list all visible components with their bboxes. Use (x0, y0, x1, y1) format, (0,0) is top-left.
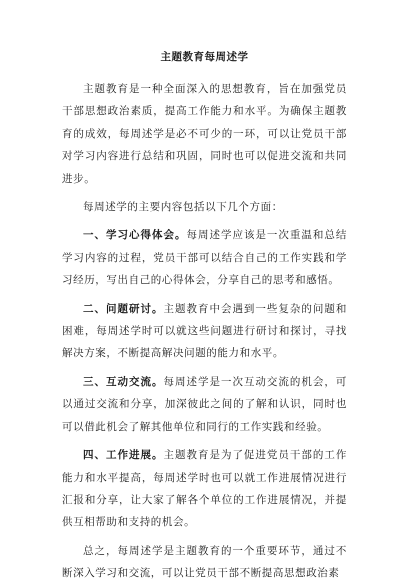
paragraph-text: 主题教育是一种全面深入的思想教育，旨在加强党员干部思想政治素质，提高工作能力和水平。为确保主题教育的成效，每周述学是必不可少的一环，可以让党员干部对学习内容进行总结和巩固，同时也可以促进交流和共同进步。 (62, 83, 347, 185)
paragraph-text: 每周述学应该是一次重温和总结学习内容的过程，党员干部可以结合自己的工作实践和学习经历，写出自己的心得体会，分享自己的思考和感悟。 (62, 229, 348, 287)
paragraph-conclusion (62, 540, 347, 585)
paragraph-section-1 (62, 224, 347, 291)
paragraph-section-2 (62, 298, 347, 365)
paragraph-section-3 (62, 371, 347, 438)
section-heading: 二、问题研讨。 (83, 302, 164, 315)
paragraph-overview (62, 196, 347, 218)
document-title: 主题教育每周述学 (160, 51, 249, 63)
paragraph-text: 主题教育是为了促进党员干部的工作能力和水平提高，每周述学时也可以就工作进展情况进行汇报和分享，让大家了解各个单位的工作进展情况，并提供互相帮助和支持的机会。 (62, 449, 347, 529)
section-heading: 四、工作进展。 (83, 449, 164, 462)
paragraph-section-4 (62, 444, 347, 534)
paragraph-text: 总之，每周述学是主题教育的一个重要环节，通过不断深入学习和交流，可以让党员干部不断提高思想政治素 (62, 544, 347, 580)
section-heading: 一、学习心得体会。 (83, 229, 187, 242)
paragraph-text: 每周述学的主要内容包括以下几个方面： (83, 201, 283, 214)
section-heading: 三、互动交流。 (83, 375, 164, 388)
paragraph-intro (62, 78, 347, 190)
paragraph-text: 主题教育中会遇到一些复杂的问题和困难，每周述学时可以就这些问题进行研讨和探讨，寻找解决方案，不断提高解决问题的能力和水平。 (62, 302, 347, 360)
paragraph-text: 每周述学是一次互动交流的机会，可以通过交流和分享，加深彼此之间的了解和认识，同时也可以借此机会了解其他单位和同行的工作实践和经验。 (62, 375, 347, 433)
